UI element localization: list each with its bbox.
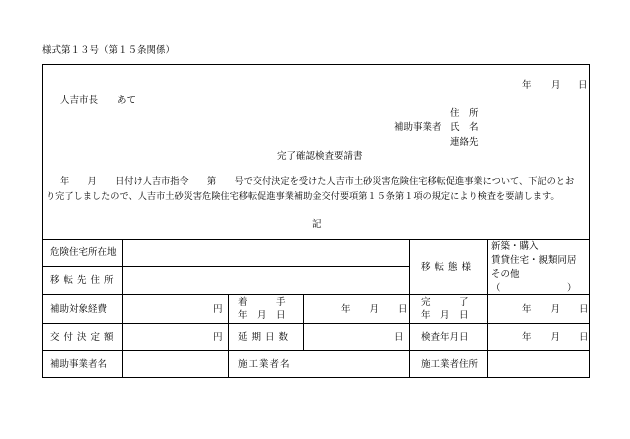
- extension-days-label: 延期日数: [238, 332, 293, 343]
- name-label: 氏 名: [450, 122, 479, 133]
- body-line-1: 年 月 日付け人吉市指令 第 号で交付決定を受けた人吉市土砂災害危険住宅移転促進事業について、下記のとお: [60, 176, 575, 187]
- complete-label: 完 了: [421, 297, 469, 308]
- mode-option: （ ）: [491, 283, 577, 294]
- body-line-2: り完了しましたので、人吉市土砂災害危険住宅移転促進事業補助金交付要項第１５条第１項の規定により検査を要請します。: [46, 191, 560, 202]
- date-month: 月: [551, 80, 561, 91]
- mode-option: その他: [491, 269, 520, 280]
- relocation-mode-label: 移転態様: [421, 262, 476, 273]
- mode-option: 賃貸住宅・親類同居: [491, 255, 577, 266]
- addressee: 人吉市長 あて: [60, 95, 137, 106]
- contractor-name-label: 施工業者名: [238, 359, 291, 370]
- day-unit: 日: [394, 332, 404, 343]
- contact-label: 連絡先: [450, 137, 479, 148]
- row-rule: [42, 350, 590, 351]
- col-rule: [122, 239, 123, 378]
- table-top-rule: [42, 239, 590, 240]
- mode-option: 新築・購入: [491, 241, 539, 252]
- subsidy-cost-label: 補助対象経費: [50, 304, 108, 315]
- start-label: 着 手: [238, 297, 286, 308]
- complete-date-value: 年 月 日: [522, 304, 589, 315]
- complete-date-label: 年 月 日: [421, 310, 469, 321]
- row-rule: [42, 323, 590, 324]
- date-year: 年: [522, 80, 532, 91]
- applicant-role: 補助事業者: [394, 122, 442, 133]
- document-title: 完了確認検査要請書: [277, 151, 363, 162]
- operator-name-label: 補助事業者名: [50, 359, 108, 370]
- date-day: 日: [578, 80, 588, 91]
- grant-amount-label: 交付決定額: [50, 332, 118, 343]
- col-rule: [228, 294, 229, 378]
- relocation-address-label: 移転先住所: [50, 275, 118, 286]
- col-rule: [303, 294, 304, 350]
- contractor-address-label: 施工業者住所: [421, 359, 479, 370]
- row-rule: [42, 266, 409, 267]
- ki-label: 記: [312, 219, 322, 230]
- col-rule: [487, 239, 488, 378]
- start-date-label: 年 月 日: [238, 310, 286, 321]
- form-label: 様式第１３号（第１５条関係）: [42, 45, 176, 56]
- yen-unit: 円: [213, 304, 223, 315]
- start-date-value: 年 月 日: [341, 304, 408, 315]
- danger-location-label: 危険住宅所在地: [50, 247, 117, 258]
- yen-unit: 円: [213, 332, 223, 343]
- address-label: 住 所: [450, 108, 479, 119]
- col-rule: [409, 239, 410, 378]
- inspection-date-value: 年 月 日: [522, 332, 589, 343]
- inspection-date-label: 検査年月日: [421, 332, 469, 343]
